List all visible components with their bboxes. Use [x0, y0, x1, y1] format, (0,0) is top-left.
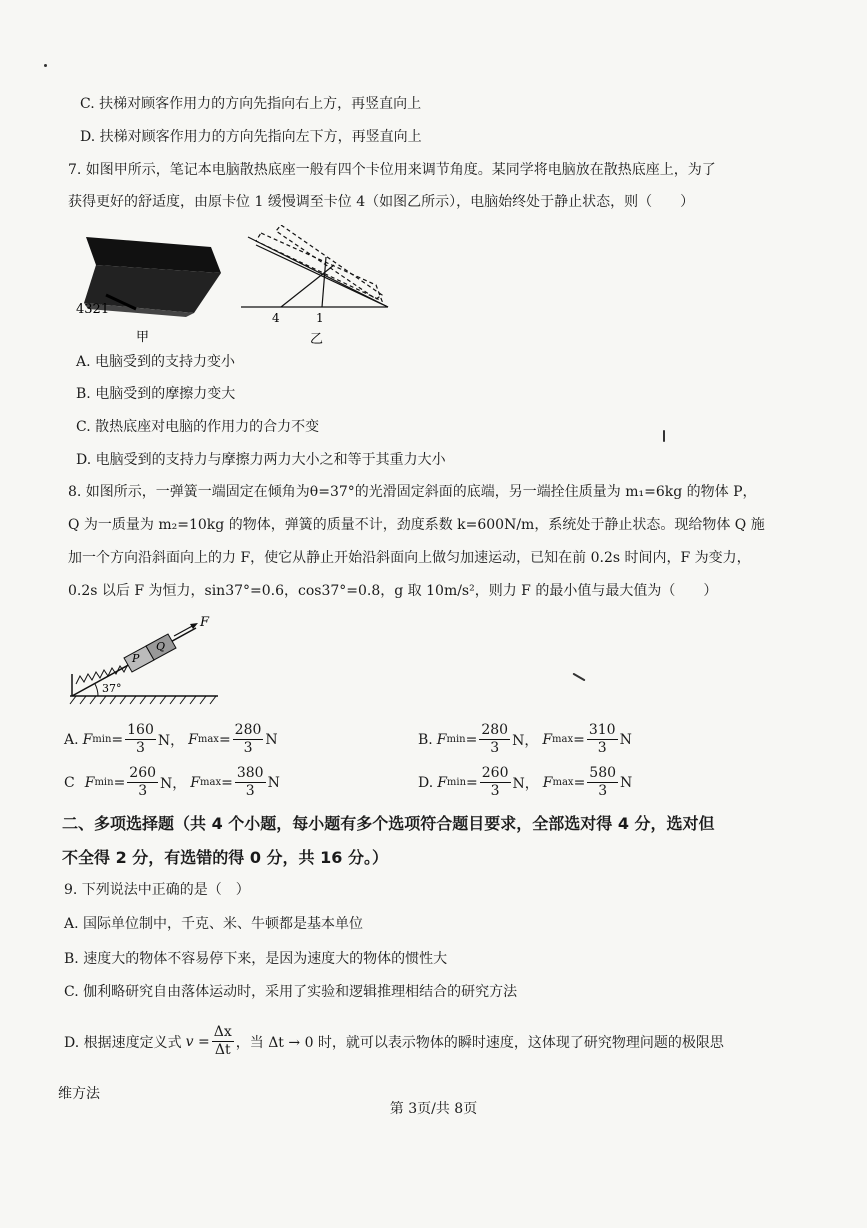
question-8-line-3: 加一个方向沿斜面向上的力 F，使它从静止开始沿斜面向上做匀加速运动，已知在前 0.2s 时间内，F 为变力，: [68, 550, 751, 566]
fmin-symbol: F: [84, 774, 95, 791]
fmax-fraction: $\frac{380}{3}$: [236, 765, 264, 799]
option-9d-continued: 维方法: [58, 1086, 100, 1102]
choice-8a: [64, 722, 278, 757]
figure-7-label-jia: 甲: [136, 330, 150, 345]
question-8-line-4: 0.2s 以后 F 为恒力，sin37°=0.6，cos37°=0.8，g 取 10m/s²，则力 F 的最小值与最大值为（ ）: [68, 583, 718, 599]
eq-sign: =: [221, 774, 233, 791]
figure-7-pos4: 4: [272, 311, 280, 325]
option-7a: A. 电脑受到的支持力变小: [76, 354, 236, 370]
fmax-sub: max: [552, 734, 574, 745]
eq-sign: =: [111, 731, 124, 748]
choice-letter: C: [64, 774, 75, 791]
question-7-line-1: 7. 如图甲所示，笔记本电脑散热底座一般有四个卡位用来调节角度。某同学将电脑放在散热底座上，为了: [68, 162, 716, 178]
fmin-fraction: $\frac{280}{3}$: [481, 722, 509, 756]
fmin-sub: min: [446, 734, 466, 745]
option-9d: [64, 1024, 724, 1059]
figure-7-label-yi: 乙: [310, 332, 324, 347]
option-9a: A. 国际单位制中，千克、米、牛顿都是基本单位: [64, 916, 364, 932]
eq-sign: =: [573, 774, 586, 791]
option-6c: C. 扶梯对顾客作用力的方向先指向右上方，再竖直向上: [80, 96, 422, 112]
fmin-symbol: F: [436, 731, 447, 748]
fmax-sub: max: [197, 734, 219, 745]
figure-8-angle: 37°: [102, 682, 122, 695]
unit: N，: [160, 775, 187, 792]
question-9: 9. 下列说法中正确的是（ ）: [64, 882, 250, 898]
figure-7-pos1: 1: [316, 311, 324, 325]
page-footer: 第 3页/共 8页: [389, 1101, 478, 1117]
option-7d: D. 电脑受到的支持力与摩擦力两力大小之和等于其重力大小: [76, 452, 446, 468]
velocity-formula-fraction: $\frac{\Delta x}{\Delta t}$: [213, 1024, 232, 1058]
fmax-symbol: F: [190, 774, 200, 791]
fmin-fraction: $\frac{260}{3}$: [129, 765, 157, 799]
figure-7-yi-diagram: [241, 225, 388, 307]
unit: N，: [512, 732, 539, 749]
choice-8d: [418, 765, 632, 800]
choice-letter: B.: [418, 731, 433, 748]
unit: N: [265, 731, 278, 748]
eq-sign: =: [113, 774, 126, 791]
eq-sign: =: [466, 774, 478, 791]
figure-7-slots: 4321: [76, 302, 110, 317]
eq-sign: =: [573, 731, 585, 748]
figure-8-spring: [76, 664, 128, 684]
option-9d-text-end: ，当 Δt → 0 时，就可以表示物体的瞬时速度，这体现了研究物理问题的极限思: [235, 1034, 724, 1051]
fmax-sub: max: [200, 777, 222, 788]
fmax-fraction: $\frac{310}{3}$: [588, 722, 616, 756]
fmax-symbol: F: [188, 731, 198, 748]
velocity-formula-lhs: v =: [185, 1033, 210, 1050]
fmax-symbol: F: [542, 774, 553, 791]
scan-speck: [663, 430, 665, 442]
fmin-fraction: $\frac{260}{3}$: [481, 765, 509, 799]
figure-8: [68, 612, 238, 712]
choice-letter: D.: [418, 774, 434, 791]
unit: N: [620, 774, 633, 791]
question-8-line-2: Q 为一质量为 m₂=10kg 的物体，弹簧的质量不计，劲度系数 k=600N/m，系统处于静止状态。现给物体 Q 施: [68, 517, 765, 533]
figure-8-label-f: F: [200, 615, 210, 630]
scan-speck: [572, 673, 585, 682]
eq-sign: =: [465, 731, 478, 748]
option-9d-text-start: D. 根据速度定义式: [64, 1034, 182, 1051]
fmax-symbol: F: [542, 731, 553, 748]
question-8-line-1: 8. 如图所示，一弹簧一端固定在倾角为θ=37°的光滑固定斜面的底端，另一端拴住质量为 m₁=6kg 的物体 P，: [68, 484, 757, 500]
unit: N，: [512, 775, 539, 792]
scan-speck: [44, 64, 47, 67]
fmax-fraction: $\frac{280}{3}$: [234, 722, 262, 756]
unit: N，: [157, 732, 185, 749]
figure-8-label-q: Q: [156, 640, 166, 653]
section-2-heading-line-1: 二、多项选择题（共 4 个小题，每小题有多个选项符合题目要求，全部选对得 4 分，选对但: [62, 814, 715, 833]
choice-letter: A.: [64, 731, 79, 748]
unit: N: [267, 774, 280, 791]
fmin-sub: min: [446, 777, 467, 788]
section-2-heading-line-2: 不全得 2 分，有选错的得 0 分，共 16 分。）: [62, 848, 388, 867]
eq-sign: =: [218, 731, 231, 748]
fmin-sub: min: [94, 777, 114, 788]
option-9c: C. 伽利略研究自由落体运动时，采用了实验和逻辑推理相结合的研究方法: [64, 984, 518, 1000]
figure-8-label-p: P: [132, 652, 140, 665]
option-6d: D. 扶梯对顾客作用力的方向先指向左下方，再竖直向上: [80, 129, 422, 145]
option-7b: B. 电脑受到的摩擦力变大: [76, 386, 236, 402]
fmin-sub: min: [92, 734, 112, 745]
unit: N: [619, 731, 632, 748]
fmin-fraction: $\frac{160}{3}$: [127, 722, 154, 756]
option-9b: B. 速度大的物体不容易停下来，是因为速度大的物体的惯性大: [64, 951, 448, 967]
option-7c: C. 散热底座对电脑的作用力的合力不变: [76, 419, 320, 435]
choice-8c: [64, 765, 280, 800]
fmax-sub: max: [552, 777, 574, 788]
fmin-symbol: F: [437, 774, 447, 791]
choice-8b: [418, 722, 632, 757]
fmax-fraction: $\frac{580}{3}$: [589, 765, 617, 799]
question-7-line-2: 获得更好的舒适度，由原卡位 1 缓慢调至卡位 4（如图乙所示），电脑始终处于静止状态，则（ ）: [68, 194, 695, 210]
figure-7: [76, 225, 406, 350]
fmin-symbol: F: [82, 731, 93, 748]
